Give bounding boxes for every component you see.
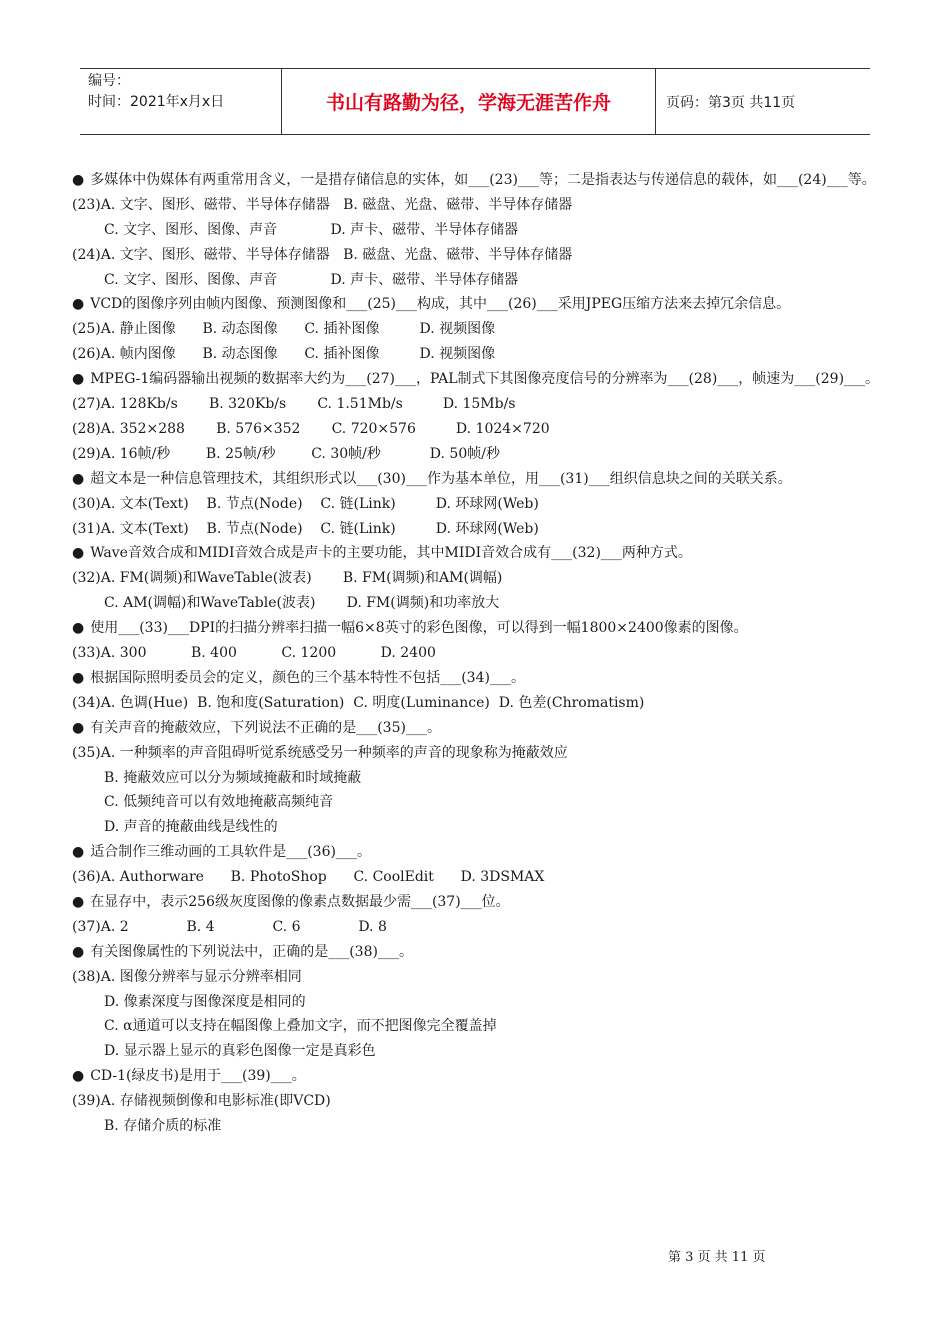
bullet-icon: ● [72, 172, 85, 188]
answer-option-line: (28)A. 352×288 B. 576×352 C. 720×576 D. 1024×720 [72, 420, 550, 437]
bullet-icon: ● [72, 371, 85, 388]
question-body: 根据国际照明委员会的定义，颜色的三个基本特性不包括___(34)___。 [90, 669, 525, 686]
question-text [38, 666, 908, 691]
question-text [38, 1064, 908, 1089]
answer-option-line: (36)A. Authorware B. PhotoShop C. CoolEdit D. 3DSMAX [72, 869, 545, 886]
answer-option-line: (26)A. 帧内图像 B. 动态图像 C. 插补图像 D. 视频图像 [72, 346, 496, 363]
question-body: 在显存中，表示256级灰度图像的像素点数据最少需___(37)___位。 [90, 893, 510, 910]
answer-option-line: B. 掩蔽效应可以分为频域掩蔽和时域掩蔽 [104, 769, 362, 786]
question-body: 适合制作三维动画的工具软件是___(36)___。 [90, 844, 371, 861]
bullet-icon: ● [72, 296, 85, 313]
question-text [38, 292, 908, 317]
question-body: MPEG-1编码器输出视频的数据率大约为___(27)___，PAL制式下其图像亮度信号的分辨率为___(28)___，帧速为___(29)___。 [90, 371, 880, 388]
bullet-icon: ● [72, 943, 85, 960]
question-body: 超文本是一种信息管理技术，其组织形式以___(30)___作为基本单位，用___(31)___组织信息块之间的关联关系。 [90, 470, 792, 487]
answer-option-line: (31)A. 文本(Text) B. 节点(Node) C. 链(Link) D. 环球网(Web) [72, 520, 539, 537]
question-text [38, 940, 908, 965]
bullet-icon: ● [72, 719, 85, 736]
bullet-icon: ● [72, 893, 85, 910]
question-body: 有关声音的掩蔽效应，下列说法不正确的是___(35)___。 [90, 719, 441, 736]
answer-option-line: C. 低频纯音可以有效地掩蔽高频纯音 [104, 794, 334, 811]
answer-option-line: C. α通道可以支持在幅图像上叠加文字，而不把图像完全覆盖掉 [104, 1018, 497, 1035]
question-text [38, 367, 908, 392]
question-body: 多媒体中伪媒体有两重常用含义，一是措存储信息的实体，如___(23)___等；二是指表达与传递信息的载体，如___(24)___等。 [90, 172, 876, 188]
answer-option-line: C. AM(调幅)和WaveTable(波表) D. FM(调频)和功率放大 [104, 595, 500, 612]
bullet-icon: ● [72, 669, 85, 686]
header-motto: 书山有路勤为径，学海无涯苦作舟 [282, 69, 656, 134]
answer-option-line: (23)A. 文字、图形、磁带、半导体存储器 B. 磁盘、光盘、磁带、半导体存储器 [72, 196, 573, 213]
page-header [80, 68, 870, 135]
bullet-icon: ● [72, 1068, 85, 1085]
header-meta [80, 69, 282, 134]
answer-option-line: (29)A. 16帧/秒 B. 25帧/秒 C. 30帧/秒 D. 50帧/秒 [72, 445, 500, 462]
answer-option-line: (37)A. 2 B. 4 C. 6 D. 8 [72, 918, 387, 935]
question-body: Wave音效合成和MIDI音效合成是声卡的主要功能，其中MIDI音效合成有___(32)___两种方式。 [90, 545, 692, 562]
answer-option-line: D. 像素深度与图像深度是相同的 [104, 993, 306, 1010]
page-footer: 第 3 页 共 11 页 [668, 1250, 766, 1265]
question-body: VCD的图像序列由帧内图像、预测图像和___(25)___构成，其中___(26)___采用JPEG压缩方法来去掉冗余信息。 [90, 296, 791, 313]
answer-option-line: (38)A. 图像分辨率与显示分辨率相同 [72, 968, 302, 985]
answer-option-line: (35)A. 一种频率的声音阻碍听觉系统感受另一种频率的声音的现象称为掩蔽效应 [72, 744, 568, 761]
question-text [38, 840, 908, 865]
document-date: 时间：2021年x月x日 [88, 94, 225, 110]
answer-option-line: (39)A. 存储视频倒像和电影标准(即VCD) [72, 1093, 331, 1110]
header-page-number: 页码：第3页 共11页 [666, 94, 796, 111]
bullet-icon: ● [72, 545, 85, 562]
answer-option-line: (32)A. FM(调频)和WaveTable(波表) B. FM(调频)和AM(调幅) [72, 570, 503, 587]
question-text [38, 716, 908, 741]
bullet-icon: ● [72, 470, 85, 487]
question-body: CD-1(绿皮书)是用于___(39)___。 [90, 1068, 306, 1085]
question-text [38, 616, 908, 641]
question-text [38, 541, 908, 566]
answer-option-line: (27)A. 128Kb/s B. 320Kb/s C. 1.51Mb/s D. 15Mb/s [72, 396, 516, 413]
question-text [38, 890, 908, 915]
question-body: 有关图像属性的下列说法中，正确的是___(38)___。 [90, 943, 413, 960]
question-text [38, 467, 908, 492]
answer-option-line: B. 存储介质的标准 [104, 1118, 222, 1135]
answer-option-line: (33)A. 300 B. 400 C. 1200 D. 2400 [72, 645, 436, 662]
answer-option-line: D. 声音的掩蔽曲线是线性的 [104, 819, 278, 836]
answer-option-line: (24)A. 文字、图形、磁带、半导体存储器 B. 磁盘、光盘、磁带、半导体存储器 [72, 246, 573, 263]
answer-option-line: (34)A. 色调(Hue) B. 饱和度(Saturation) C. 明度(Luminance) D. 色差(Chromatism) [72, 694, 645, 711]
answer-option-line: (25)A. 静止图像 B. 动态图像 C. 插补图像 D. 视频图像 [72, 321, 496, 338]
question-text [38, 168, 908, 193]
question-body: 使用___(33)___DPI的扫描分辨率扫描一幅6×8英寸的彩色图像，可以得到一幅1800×2400像素的图像。 [90, 620, 748, 637]
answer-option-line: C. 文字、图形、图像、声音 D. 声卡、磁带、半导体存储器 [104, 221, 519, 238]
bullet-icon: ● [72, 844, 85, 861]
document-number-label: 编号： [88, 73, 130, 89]
answer-option-line: C. 文字、图形、图像、声音 D. 声卡、磁带、半导体存储器 [104, 271, 519, 288]
bullet-icon: ● [72, 620, 85, 637]
answer-option-line: D. 显示器上显示的真彩色图像一定是真彩色 [104, 1043, 376, 1060]
answer-option-line: (30)A. 文本(Text) B. 节点(Node) C. 链(Link) D. 环球网(Web) [72, 495, 539, 512]
exam-content [38, 168, 908, 1139]
